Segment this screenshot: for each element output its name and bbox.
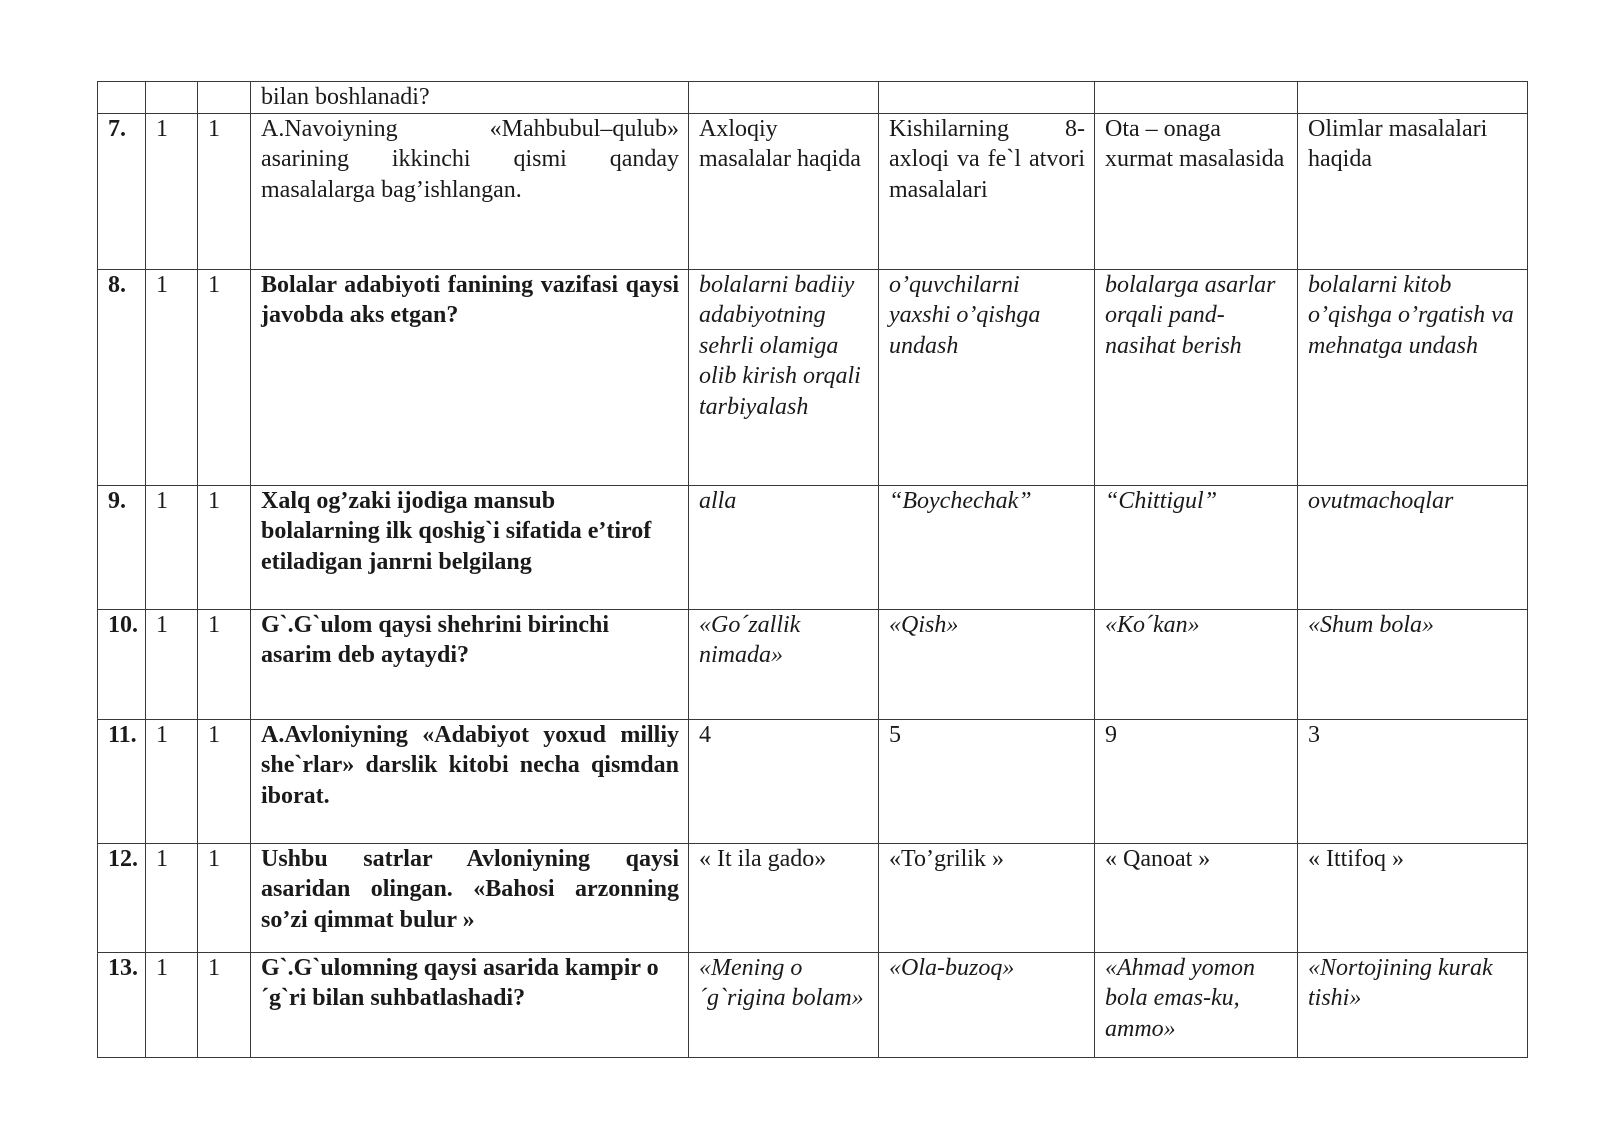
option-3: « Qanoat »	[1095, 843, 1298, 952]
table-row	[98, 269, 1528, 485]
question-text: A.Avloniyning «Adabiyot yoxud milliy she`rlar» darslik kitobi necha qismdan iborat.	[251, 719, 689, 843]
option-2: «Qish»	[879, 609, 1095, 719]
option-4: «Nortojining kurak tishi»	[1298, 952, 1528, 1057]
row-number: 13.	[98, 952, 146, 1057]
option-3: “Chittigul”	[1095, 485, 1298, 609]
option-2: o’quvchilarni yaxshi o’qishga undash	[879, 269, 1095, 485]
option-2: «Ola-buzoq»	[879, 952, 1095, 1057]
question-table	[97, 81, 1528, 1058]
question-text: G`.G`ulom qaysi shehrini birinchi asarim deb aytaydi?	[251, 609, 689, 719]
option-3: bolalarga asarlar orqali pand-nasihat berish	[1095, 269, 1298, 485]
score-a: 1	[146, 952, 198, 1057]
score-b: 1	[198, 609, 251, 719]
option-4: Olimlar masalalari haqida	[1298, 113, 1528, 269]
option-1: bolalarni badiiy adabiyotning sehrli olamiga olib kirish orqali tarbiyalash	[689, 269, 879, 485]
row-number: 7.	[98, 113, 146, 269]
question-text: Ushbu satrlar Avloniyning qaysi asaridan olingan. «Bahosi arzonning so’zi qimmat bulur »	[251, 843, 689, 952]
score-b: 1	[198, 843, 251, 952]
row-number: 10.	[98, 609, 146, 719]
table-row	[98, 609, 1528, 719]
table-row	[98, 113, 1528, 269]
table-row	[98, 952, 1528, 1057]
option-2: 5	[879, 719, 1095, 843]
option-1: Axloqiy masalalar haqida	[689, 113, 879, 269]
score-b: 1	[198, 485, 251, 609]
score-a: 1	[146, 113, 198, 269]
option-4: bolalarni kitob o’qishga o’rgatish va mehnatga undash	[1298, 269, 1528, 485]
question-text: Xalq og’zaki ijodiga mansub bolalarning ilk qoshig`i sifatida e’tirof etiladigan janrni belgilang	[251, 485, 689, 609]
row-number: 11.	[98, 719, 146, 843]
option-3: 9	[1095, 719, 1298, 843]
score-b: 1	[198, 113, 251, 269]
option-3: Ota – onaga xurmat masalasida	[1095, 113, 1298, 269]
score-b: 1	[198, 719, 251, 843]
score-a: 1	[146, 485, 198, 609]
option-1: 4	[689, 719, 879, 843]
table-row	[98, 485, 1528, 609]
score-a: 1	[146, 609, 198, 719]
option-4: 3	[1298, 719, 1528, 843]
question-text: bilan boshlanadi?	[251, 82, 689, 114]
score-b	[198, 82, 251, 114]
option-2: «To’grilik »	[879, 843, 1095, 952]
question-text: Bolalar adabiyoti fanining vazifasi qaysi javobda aks etgan?	[251, 269, 689, 485]
row-number: 8.	[98, 269, 146, 485]
option-3	[1095, 82, 1298, 114]
option-1	[689, 82, 879, 114]
score-b: 1	[198, 269, 251, 485]
option-3: «Ko´kan»	[1095, 609, 1298, 719]
score-a: 1	[146, 269, 198, 485]
option-2: Kishilarning 8-axloqi va fe`l atvori masalalari	[879, 113, 1095, 269]
option-2: “Boychechak”	[879, 485, 1095, 609]
option-4	[1298, 82, 1528, 114]
row-number	[98, 82, 146, 114]
table-row	[98, 843, 1528, 952]
option-2	[879, 82, 1095, 114]
question-text: A.Navoiyning «Mahbubul–qulub» asarining ikkinchi qismi qanday masalalarga bag’ishlangan.	[251, 113, 689, 269]
score-a: 1	[146, 719, 198, 843]
row-number: 9.	[98, 485, 146, 609]
row-number: 12.	[98, 843, 146, 952]
score-a	[146, 82, 198, 114]
option-1: « It ila gado»	[689, 843, 879, 952]
option-1: alla	[689, 485, 879, 609]
table-row	[98, 82, 1528, 114]
option-1: «Mening o´g`rigina bolam»	[689, 952, 879, 1057]
question-text: G`.G`ulomning qaysi asarida kampir o´g`ri bilan suhbatlashadi?	[251, 952, 689, 1057]
option-4: ovutmachoqlar	[1298, 485, 1528, 609]
score-b: 1	[198, 952, 251, 1057]
score-a: 1	[146, 843, 198, 952]
option-3: «Ahmad yomon bola emas-ku, ammo»	[1095, 952, 1298, 1057]
table-row	[98, 719, 1528, 843]
option-1: «Go´zallik nimada»	[689, 609, 879, 719]
option-4: «Shum bola»	[1298, 609, 1528, 719]
option-4: « Ittifoq »	[1298, 843, 1528, 952]
